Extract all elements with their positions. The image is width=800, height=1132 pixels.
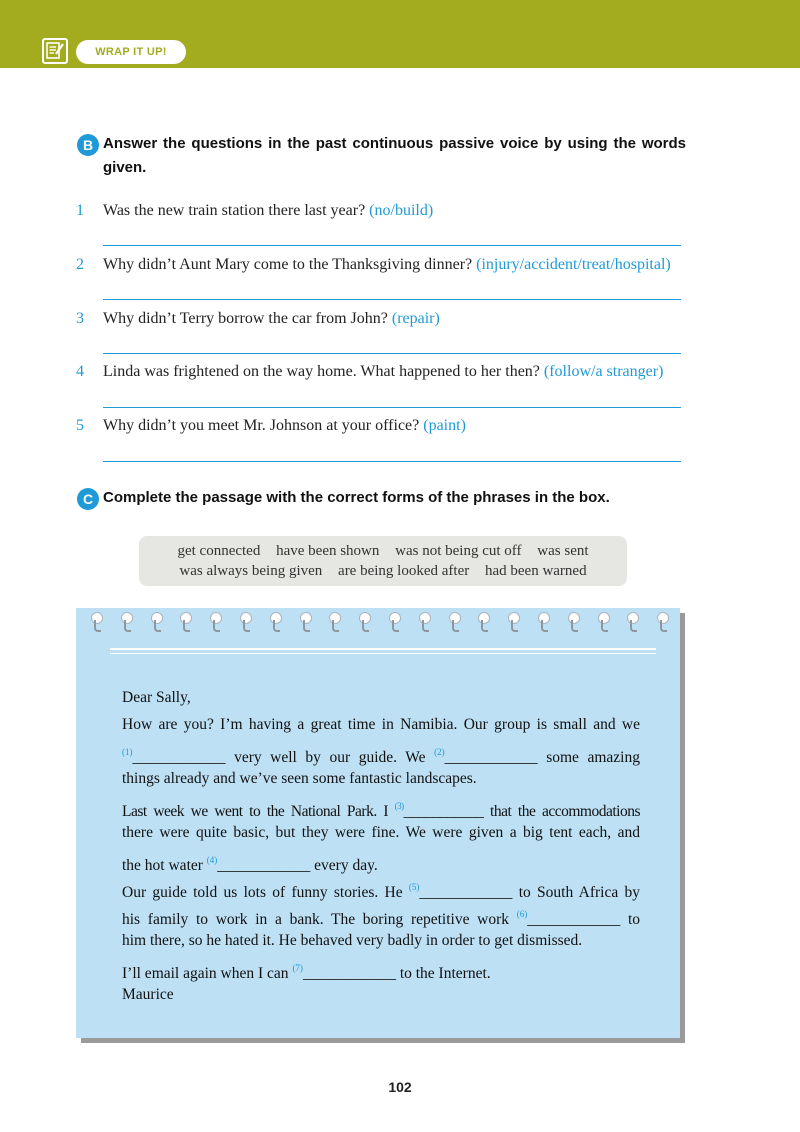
letter-text: ____________ every day. xyxy=(217,857,378,874)
letter-text: Last week we went to the National Park. I xyxy=(122,803,388,820)
letter-line xyxy=(122,958,640,984)
letter-line xyxy=(122,796,640,822)
word-box-row-2 xyxy=(139,563,627,580)
answer-line-3[interactable] xyxy=(103,353,681,354)
question-number: 4 xyxy=(76,363,84,380)
notepad-ring-hook xyxy=(154,620,161,632)
notepad-ring-hook xyxy=(541,620,548,632)
notepad-ring-hook xyxy=(630,620,637,632)
notepad-ring-hook xyxy=(571,620,578,632)
word-box-phrase: was always being given xyxy=(179,563,323,579)
blank-number-5: (5) xyxy=(408,882,420,892)
letter-line: How are you? I’m having a great time in Namibia. Our group is small and we xyxy=(122,716,640,733)
section-c-badge: C xyxy=(77,488,99,510)
notepad-ring-hook xyxy=(94,620,101,632)
notepad-ring-hook xyxy=(452,620,459,632)
question-hint: (paint) xyxy=(423,417,466,434)
question-number: 1 xyxy=(76,202,84,219)
letter-greeting: Dear Sally, xyxy=(122,689,191,706)
question-hint: (no/build) xyxy=(369,202,434,219)
notepad-ring-hook xyxy=(332,620,339,632)
answer-line-4[interactable] xyxy=(103,407,681,408)
section-b-badge: B xyxy=(77,134,99,156)
notepad-ring-hook xyxy=(481,620,488,632)
header-bar xyxy=(0,0,800,68)
notepad-ring-hook xyxy=(243,620,250,632)
question-number: 3 xyxy=(76,310,84,327)
letter-line: him there, so he hated it. He behaved very badly in order to get dismissed. xyxy=(122,932,583,949)
letter-text: the hot water xyxy=(122,857,203,874)
question-text: Why didn’t Terry borrow the car from John? xyxy=(103,310,388,327)
notepad-ring-hook xyxy=(422,620,429,632)
letter-line xyxy=(122,742,640,768)
pencil-note-icon xyxy=(42,38,68,64)
question-hint: (repair) xyxy=(391,310,440,327)
letter-text: ____________ to the Internet. xyxy=(302,965,491,982)
letter-text: his family to work in a bank. The boring repetitive work xyxy=(122,911,510,928)
question-text: Why didn’t Aunt Mary come to the Thanksgiving dinner? xyxy=(103,256,473,273)
letter-line xyxy=(122,904,640,930)
blank-number-3: (3) xyxy=(394,801,404,811)
notepad-ring-hook xyxy=(303,620,310,632)
letter-line xyxy=(122,850,640,876)
question-text: Was the new train station there last year? xyxy=(103,202,366,219)
notepad-ring-hook xyxy=(124,620,131,632)
word-box-phrase: was not being cut off xyxy=(395,543,522,559)
letter-line xyxy=(122,877,640,903)
blank-number-6: (6) xyxy=(516,909,528,919)
letter-line: there were quite basic, but they were fine. We were given a big tent each, and xyxy=(122,824,640,841)
word-box-phrase: was sent xyxy=(537,543,589,559)
notepad-ring-hook xyxy=(660,620,667,632)
blank-number-7: (7) xyxy=(292,963,303,973)
question-number: 2 xyxy=(76,256,84,273)
blank-number-4: (4) xyxy=(206,855,218,865)
section-c-title: Complete the passage with the correct forms of the phrases in the box. xyxy=(103,489,610,506)
word-box-row-1 xyxy=(139,543,627,560)
word-box-phrase: have been shown xyxy=(276,543,380,559)
letter-text: ___________ that the accommodations xyxy=(403,803,641,820)
notepad-ring-hook xyxy=(601,620,608,632)
notepad-ring-hook xyxy=(213,620,220,632)
blank-number-1: (1) xyxy=(122,747,133,757)
letter-text: ____________ to xyxy=(527,911,641,928)
letter-text: Our guide told us lots of funny stories. He xyxy=(122,884,403,901)
letter-text: ____________ very well by our guide. We xyxy=(132,749,426,766)
answer-line-1[interactable] xyxy=(103,245,681,246)
page-number: 102 xyxy=(388,1079,412,1095)
section-b-title-line2: given. xyxy=(103,159,147,176)
notepad-rule xyxy=(110,648,656,650)
question-text: Linda was frightened on the way home. What happened to her then? xyxy=(103,363,540,380)
section-label: WRAP IT UP! xyxy=(76,40,186,64)
word-box xyxy=(139,536,627,586)
notepad-ring-hook xyxy=(362,620,369,632)
question-number: 5 xyxy=(76,417,84,434)
notepad-ring-hook xyxy=(273,620,280,632)
word-box-phrase: are being looked after xyxy=(338,563,470,579)
notepad-ring-hook xyxy=(511,620,518,632)
letter-signature: Maurice xyxy=(122,986,174,1003)
question-hint: (injury/accident/treat/hospital) xyxy=(476,256,671,273)
question-hint: (follow/a stranger) xyxy=(543,363,664,380)
answer-line-5[interactable] xyxy=(103,461,681,462)
section-b-title-line1: Answer the questions in the past continuous passive voice by using the words xyxy=(103,135,686,152)
letter-text: ____________ to South Africa by xyxy=(419,884,641,901)
notepad-ring-hook xyxy=(392,620,399,632)
blank-number-2: (2) xyxy=(434,747,445,757)
word-box-phrase: had been warned xyxy=(484,563,587,579)
answer-line-2[interactable] xyxy=(103,299,681,300)
letter-text: ____________ some amazing xyxy=(444,749,640,766)
letter-text: I’ll email again when I can xyxy=(122,965,289,982)
notepad-rule xyxy=(110,653,656,654)
notepad-ring-hook xyxy=(183,620,190,632)
question-text: Why didn’t you meet Mr. Johnson at your office? xyxy=(103,417,420,434)
word-box-phrase: get connected xyxy=(177,543,261,559)
letter-line: things already and we’ve seen some fantastic landscapes. xyxy=(122,770,477,787)
